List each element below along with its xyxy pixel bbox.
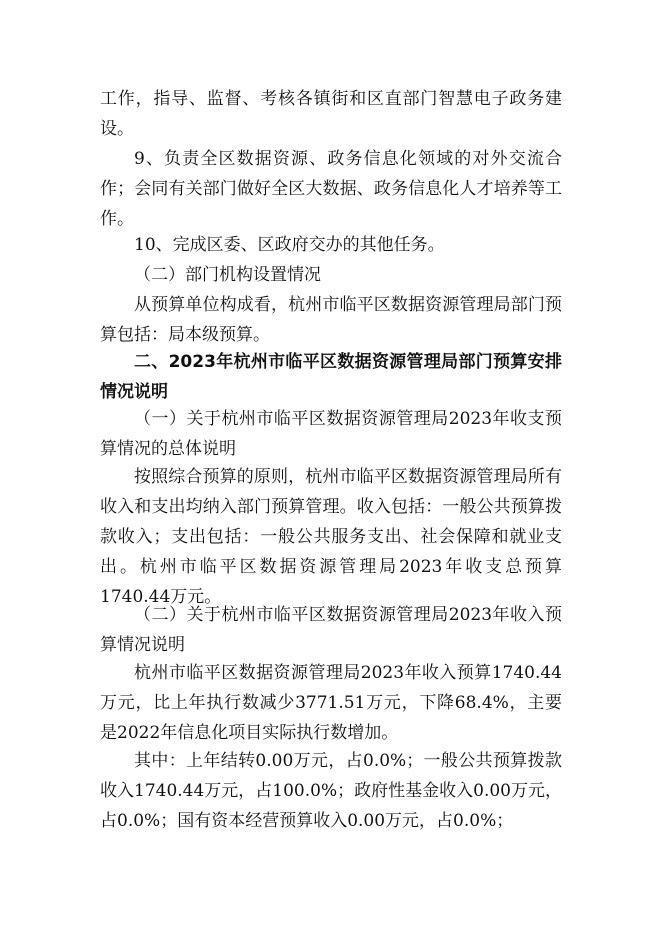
- subheading-revenue-budget: （二）关于杭州市临平区数据资源管理局2023年收入预算情况说明: [100, 605, 562, 655]
- paragraph-overall-budget: 按照综合预算的原则，杭州市临平区数据资源管理局所有收入和支出均纳入部门预算管理。收入包括：一般公共预算拨款收入；支出包括：一般公共服务支出、社会保障和就业支出。杭州市临平区数据资源管理局2023年收支总预算1740.44万元。: [100, 467, 562, 607]
- subheading-org-setup: （二）部门机构设置情况: [134, 265, 321, 285]
- paragraph-duty-9: 9、负责全区数据资源、政务信息化领域的对外交流合作；会同有关部门做好全区大数据、政务信息化人才培养等工作。: [100, 149, 562, 229]
- section-heading-2: 二、2023年杭州市临平区数据资源管理局部门预算安排情况说明: [100, 352, 562, 402]
- paragraph-budget-units: 从预算单位构成看，杭州市临平区数据资源管理局部门预算包括：局本级预算。: [100, 295, 562, 345]
- paragraph-duties-continued: 工作，指导、监督、考核各镇街和区直部门智慧电子政务建设。: [100, 89, 562, 139]
- paragraph-revenue-breakdown: 其中：上年结转0.00万元，占0.0%；一般公共预算拨款收入1740.44万元，占100.0%；政府性基金收入0.00万元，占0.0%；国有资本经营预算收入0.00万元，占0.0%；: [100, 751, 562, 831]
- subheading-overall-budget: （一）关于杭州市临平区数据资源管理局2023年收支预算情况的总体说明: [100, 409, 562, 459]
- paragraph-revenue-budget: 杭州市临平区数据资源管理局2023年收入预算1740.44万元，比上年执行数减少3771.51万元，下降68.4%，主要是2022年信息化项目实际执行数增加。: [100, 663, 562, 743]
- paragraph-duty-10: 10、完成区委、区政府交办的其他任务。: [134, 235, 445, 255]
